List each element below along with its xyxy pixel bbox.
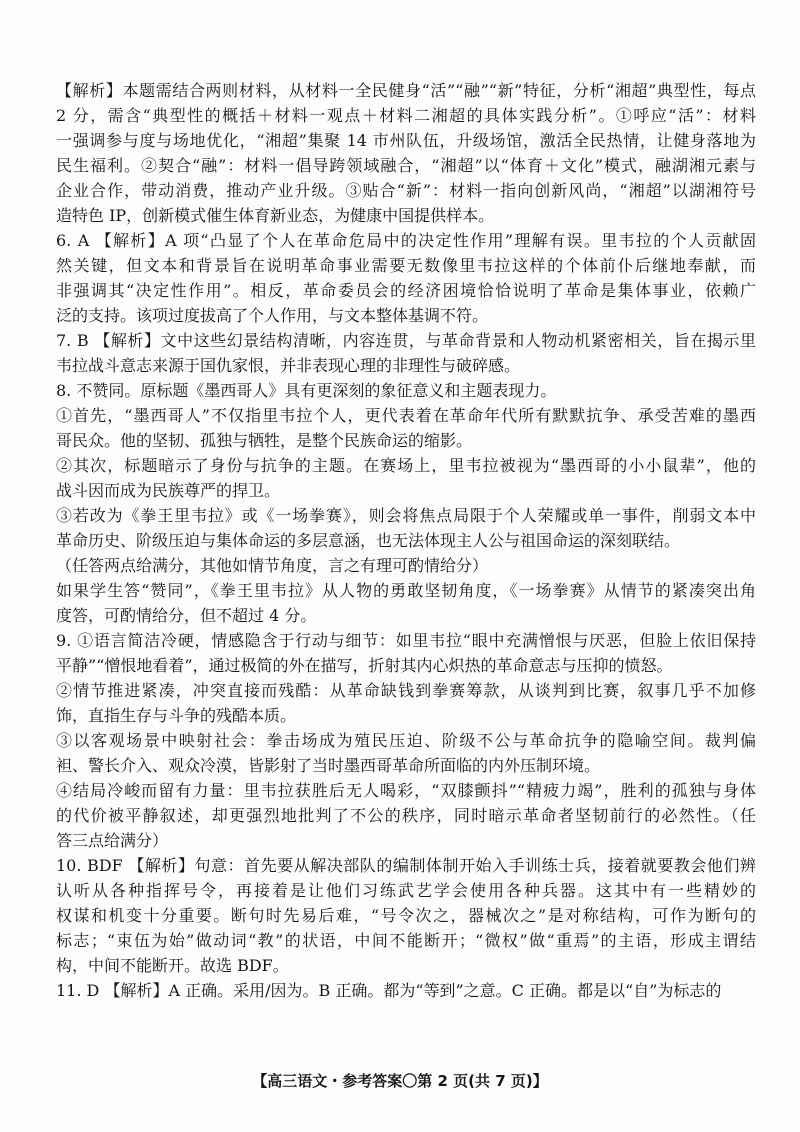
text-line: 7. B 【解析】文中这些幻景结构清晰，内容连贯，与革命背景和人物动机紧密相关，旨在揭示里 [56,331,756,350]
text-line: 造特色 IP，创新模式催生体育新业态，为健康中国提供样本。 [56,206,495,225]
text-line: 泛的支持。该项过度拔高了个人作用，与文本整体基调不符。 [56,306,489,325]
text-line: 企业合作，带动消费，推动产业升级。③贴合“新”：材料一指向创新风尚，“湘超”以湖湘符号 [56,181,756,200]
text-line: 6. A 【解析】A 项“凸显了个人在革命危局中的决定性作用”理解有误。里韦拉的个人贡献固 [56,231,756,250]
text-line: 然关键，但文本和背景旨在说明革命事业需要无数像里韦拉这样的个体前仆后继地奉献，而 [56,256,756,275]
text-line: 饰，直指生存与斗争的残酷本质。 [56,706,297,725]
text-line: 革命历史、阶级压迫与集体命运的多层意涵，也无法体现主人公与祖国命运的深刻联结。 [56,531,681,550]
text-line: 袒、警长介入、观众冷漠，皆影射了当时墨西哥革命所面临的内外压制环境。 [56,756,601,775]
text-line: （任答两点给满分，其他如情节角度，言之有理可酌情给分） [56,556,489,575]
text-line: 标志；“束伍为始”做动词“教”的状语，中间不能断开；“微权”做“重焉”的主语，形成主谓结 [56,931,756,950]
text-line: 构，中间不能断开。故选 BDF。 [56,956,289,975]
text-line: 如果学生答“赞同”，《拳王里韦拉》从人物的勇敢坚韧角度，《一场拳赛》从情节的紧凑突出角 [56,581,756,600]
text-line: 认听从各种指挥号令，再接着是让他们习练武艺学会使用各种兵器。这其中有一些精妙的 [56,881,756,900]
text-line: ②其次，标题暗示了身份与抗争的主题。在赛场上，里韦拉被视为“墨西哥的小小鼠辈”，他的 [56,456,756,475]
text-line: 11. D 【解析】A 正确。采用/因为。B 正确。都为“等到”之意。C 正确。都是以“自”为标志的 [56,981,722,1000]
text-line: 10. BDF 【解析】句意：首先要从解决部队的编制体制开始入手训练士兵，接着就要教会他们辨 [56,856,756,875]
text-line: ①首先，“墨西哥人”不仅指里韦拉个人，更代表着在革命年代所有默默抗争、承受苦难的墨西 [56,406,756,425]
text-line: 【解析】本题需结合两则材料，从材料一全民健身“活”“融”“新”特征，分析“湘超”典型性，每点 [56,81,756,100]
page-footer: 【高三语文・参考答案〇第 2 页(共 7 页)】 [252,1072,548,1090]
text-line: 韦拉战斗意志来源于国仇家恨，并非表现心理的非理性与破碎感。 [56,356,521,375]
text-line: 哥民众。他的坚韧、孤独与牺牲，是整个民族命运的缩影。 [56,431,473,450]
text-line: ②情节推进紧凑，冲突直接而残酷：从革命缺钱到拳赛筹款，从谈判到比赛，叙事几乎不加修 [56,681,756,700]
text-line: 8. 不赞同。原标题《墨西哥人》具有更深刻的象征意义和主题表现力。 [56,381,557,400]
text-line: 平静”“憎恨地看着”，通过极简的外在描写，折射其内心炽热的革命意志与压抑的愤怒。 [56,656,673,675]
text-line: ④结局冷峻而留有力量：里韦拉获胜后无人喝彩，“双膝颤抖”“精疲力竭”，胜利的孤独与身体 [56,781,756,800]
text-line: 民生福利。②契合“融”：材料一倡导跨领域融合，“湘超”以“体育＋文化”模式，融湖湘元素与 [56,156,756,175]
text-line: 度答，可酌情给分，但不超过 4 分。 [56,606,317,625]
text-line: 9. ①语言简洁冷硬，情感隐含于行动与细节：如里韦拉“眼中充满憎恨与厌恶，但脸上依旧保持 [56,631,756,650]
text-line: ③若改为《拳王里韦拉》或《一场拳赛》，则会将焦点局限于个人荣耀或单一事件，削弱文本中 [56,506,756,525]
text-line: 的代价被平静叙述，却更强烈地批判了不公的秩序，同时暗示革命者坚韧前行的必然性。（任 [56,806,756,825]
text-line: 权谋和机变十分重要。断句时先易后难，“号令次之，器械次之”是对称结构，可作为断句的 [56,906,756,925]
text-line: 答三点给满分） [56,831,169,850]
text-line: 战斗因而成为民族尊严的捍卫。 [56,481,281,500]
text-line: 2 分，需含“典型性的概括＋材料一观点＋材料二湘超的具体实践分析”。①呼应“活”：材料 [56,106,756,125]
text-line: 非强调其“决定性作用”。相反，革命委员会的经济困境恰恰说明了革命是集体事业，依赖广 [56,281,756,300]
answer-text [56,78,756,1003]
text-line: 一强调参与度与场地优化，“湘超”集聚 14 市州队伍，升级场馆，激活全民热情，让健身落地为 [56,131,756,150]
text-line: ③以客观场景中映射社会：拳击场成为殖民压迫、阶级不公与革命抗争的隐喻空间。裁判偏 [56,731,756,750]
